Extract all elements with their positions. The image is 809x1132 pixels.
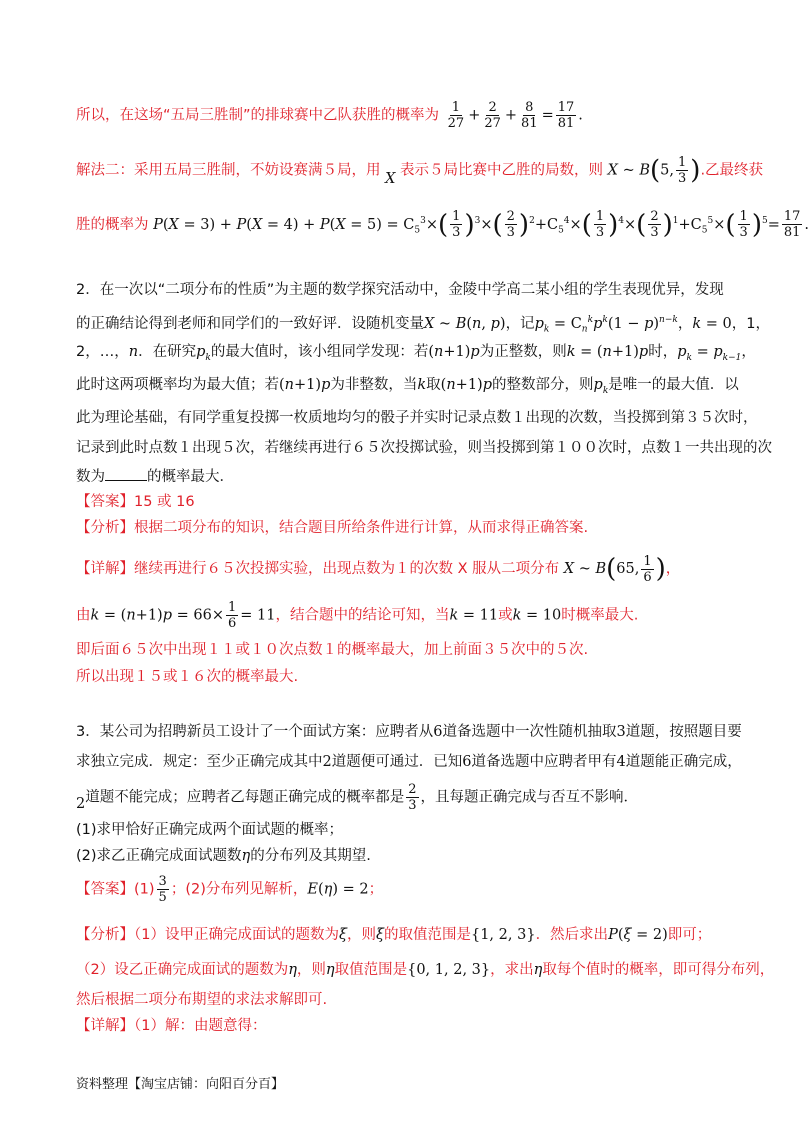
q2-line-1: 2．在一次以“二项分布的性质”为主题的数学探究活动中，金陵中学高二某小组的学生表现优异，发现	[76, 282, 724, 298]
solution-line-3: 胜的概率为 $P(X = 3) + P(X = 4) + P(X = 5) = C_5^3\times$( $\frac{1}{3}$ )$^3$×( $\frac{2}{3}$ )$^2+C_5^4\times$( $\frac{1}{3}$ )$^4$×( $\frac{2}{3}$ )$^1+C_5^5\times$( $\frac{1}{3}$ )$^5$= $\frac{17}{81}$ .	[76, 209, 809, 241]
q3-detail-1: 【详解】（1）解：由题意得：	[76, 1018, 267, 1034]
q2-detail-4: 所以出现１５或１６次的概率最大.	[76, 669, 299, 685]
q3-line-5: (2)求乙正确完成面试题数η的分布列及其期望.	[76, 848, 371, 864]
q2-line-2: 的正确结论得到老师和同学们的一致好评．设随机变量X ~ B(n, p)，记$p_k = C_n^kp^k(1 - p)^{n-k}$，k = 0，1，	[76, 315, 770, 335]
text: 胜的概率为	[76, 216, 149, 233]
q3-analysis-2: （2）设乙正确完成面试的题数为η，则η取值范围是{0, 1, 2, 3}，求出η取每个值时的概率，即可得分布列，	[76, 962, 775, 978]
q3-line-2: 求独立完成．规定：至少正确完成其中2道题便可通过．已知6道备选题中应聘者甲有4道题能正确完成，	[76, 754, 742, 770]
text: 所以，在这场“五局三胜制”的排球赛中乙队获胜的概率为	[76, 107, 440, 124]
q3-analysis-1: 【分析】（1）设甲正确完成面试的题数为ξ，则ξ的取值范围是{1, 2, 3}．然后求出P(ξ = 2)即可；	[76, 927, 712, 943]
text: .乙最终获	[700, 162, 764, 179]
solution-line-2: 解法二：采用五局三胜制，不妨设赛满５局，用 X 表示５局比赛中乙胜的局数，则 X ~ B(5, $\frac{1}{3}$ ).乙最终获	[76, 155, 764, 187]
text: 解法二：采用五局三胜制，不妨设赛满５局，用	[76, 162, 381, 179]
q3-line-3: 2道题不能完成；应聘者乙每题正确完成的概率都是 $\frac{2}{3}$ ，且每题正确完成与否互不影响．	[76, 782, 639, 813]
footer-source: 资料整理【淘宝店铺：向阳百分百】	[76, 1077, 285, 1092]
q2-line-4: 此时这两项概率均为最大值；若(n+1)p为非整数，当k取(n+1)p的整数部分，则$p_k$是唯一的最大值．以	[76, 377, 739, 396]
q2-line-6: 记录到此时点数１出现５次，若继续再进行６５次投掷试验，则当投掷到第１００次时，点数１一共出现的次	[76, 440, 772, 456]
q3-analysis-3: 然后根据二项分布期望的求法求解即可.	[76, 992, 328, 1008]
q3-answer: 【答案】(1) $\frac{3}{5}$ ；(2)分布列见解析，E(η) = 2；	[76, 874, 384, 905]
answer-blank	[105, 466, 147, 481]
q2-line-3: 2，…，n．在研究$p_k$的最大值时，该小组同学发现：若(n+1)p为正整数，则k = (n+1)p时，$p_k = p_{k-1}$，	[76, 344, 756, 363]
q2-answer: 【答案】15 或 16	[76, 494, 195, 510]
q3-line-1: 3．某公司为招聘新员工设计了一个面试方案：应聘者从6道备选题中一次性随机抽取3道题，按照题目要	[76, 724, 742, 740]
q3-line-4: (1)求甲恰好正确完成两个面试题的概率；	[76, 822, 344, 838]
q2-line-5: 此为理论基础，有同学重复投掷一枚质地均匀的骰子并实时记录点数１出现的次数，当投掷到第３５次时，	[76, 410, 758, 426]
q2-analysis: 【分析】根据二项分布的知识，结合题目所给条件进行计算，从而求得正确答案.	[76, 520, 589, 536]
q2-detail-3: 即后面６５次中出现１１或１０次点数１的概率最大，加上前面３５次中的５次.	[76, 642, 589, 658]
text: 表示５局比赛中乙胜的局数，则	[400, 162, 604, 179]
q2-detail-2: 由k = (n+1)p = 66× $\frac{1}{6}$ = 11，结合题中的结论可知，当k = 11或k = 10时概率最大.	[76, 600, 639, 631]
q2-line-7: 数为 的概率最大．	[76, 466, 730, 487]
solution-line-1: 所以，在这场“五局三胜制”的排球赛中乙队获胜的概率为 $\frac{1}{27}$ + $\frac{2}{27}$ + $\frac{8}{81}$ = $\frac{17}{81}$ .	[76, 100, 583, 131]
q2-detail-1: 【详解】继续再进行６５次投掷实验，出现点数为１的次数 X 服从二项分布 X ~ B(65, $\frac{1}{6}$ )，	[76, 553, 681, 585]
